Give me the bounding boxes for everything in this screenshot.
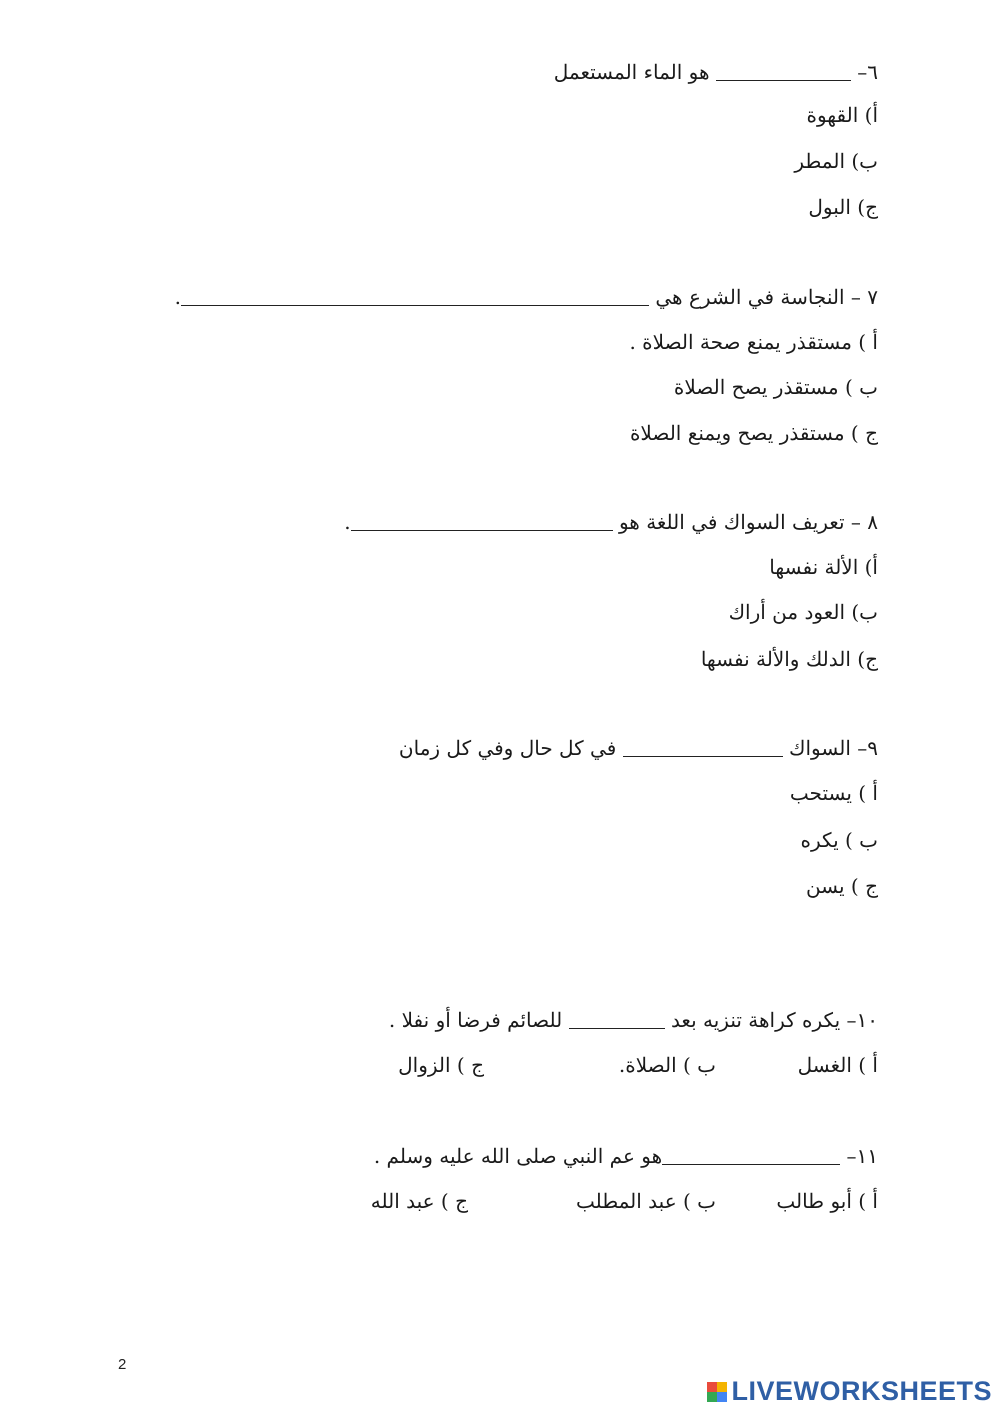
option-a[interactable]: أ) القهوة bbox=[806, 103, 878, 127]
sentence-end: . bbox=[344, 510, 351, 534]
option-a[interactable]: أ) الألة نفسها bbox=[769, 555, 878, 579]
option-b[interactable]: ب) المطر bbox=[794, 149, 878, 173]
question-number: ١٠– bbox=[846, 1008, 878, 1032]
question-6 bbox=[554, 58, 878, 86]
option-b[interactable]: ب ) الصلاة. bbox=[618, 1053, 716, 1077]
question-number: ٨ – bbox=[850, 510, 878, 534]
option-c[interactable]: ج ) مستقذر يصح ويمنع الصلاة bbox=[629, 421, 878, 445]
page-number: 2 bbox=[118, 1356, 127, 1373]
question-number: ٦– bbox=[857, 60, 878, 84]
question-text: هو عم النبي صلى الله عليه وسلم . bbox=[373, 1144, 663, 1168]
option-c[interactable]: ج ) الزوال bbox=[398, 1053, 484, 1077]
option-b[interactable]: ب) العود من أراك bbox=[728, 600, 878, 624]
question-text: السواك bbox=[789, 736, 851, 760]
question-8 bbox=[344, 508, 878, 536]
question-text: النجاسة في الشرع هي bbox=[655, 285, 845, 309]
question-number: ١١– bbox=[846, 1144, 878, 1168]
option-c[interactable]: ج ) يسن bbox=[805, 874, 878, 898]
question-9 bbox=[399, 734, 878, 762]
brand-name: LIVEWORKSHEETS bbox=[731, 1376, 992, 1406]
option-c[interactable]: ج ) عبد الله bbox=[370, 1189, 468, 1213]
option-a[interactable]: أ ) يستحب bbox=[789, 781, 878, 805]
answer-blank[interactable] bbox=[181, 291, 649, 306]
option-a[interactable]: أ ) أبو طالب bbox=[776, 1189, 878, 1213]
question-text-after: للصائم فرضا أو نفلا . bbox=[388, 1008, 563, 1032]
liveworksheets-brand[interactable] bbox=[707, 1376, 992, 1407]
option-a[interactable]: أ ) مستقذر يمنع صحة الصلاة . bbox=[629, 330, 878, 354]
question-text-after: في كل حال وفي كل زمان bbox=[398, 736, 617, 760]
answer-blank[interactable] bbox=[662, 1150, 840, 1165]
option-b[interactable]: ب ) مستقذر يصح الصلاة bbox=[673, 375, 878, 399]
answer-blank[interactable] bbox=[716, 66, 851, 81]
question-7 bbox=[175, 283, 878, 311]
option-c[interactable]: ج) الدلك والألة نفسها bbox=[700, 647, 878, 671]
sentence-end: . bbox=[174, 285, 182, 309]
option-b[interactable]: ب ) يكره bbox=[800, 828, 878, 852]
question-text: هو الماء المستعمل bbox=[553, 60, 710, 84]
option-b[interactable]: ب ) عبد المطلب bbox=[575, 1189, 716, 1213]
answer-blank[interactable] bbox=[569, 1014, 665, 1029]
question-text: تعريف السواك في اللغة هو bbox=[618, 510, 845, 534]
answer-blank[interactable] bbox=[623, 742, 783, 757]
liveworksheets-logo-icon bbox=[707, 1382, 727, 1402]
option-c[interactable]: ج) البول bbox=[808, 195, 878, 219]
option-a[interactable]: أ ) الغسل bbox=[797, 1053, 878, 1077]
question-11 bbox=[374, 1142, 878, 1170]
question-number: ٩– bbox=[857, 736, 878, 760]
question-text: يكره كراهة تنزيه بعد bbox=[670, 1008, 841, 1032]
answer-blank[interactable] bbox=[351, 516, 613, 531]
question-10 bbox=[389, 1006, 878, 1034]
question-number: ٧ – bbox=[850, 285, 878, 309]
